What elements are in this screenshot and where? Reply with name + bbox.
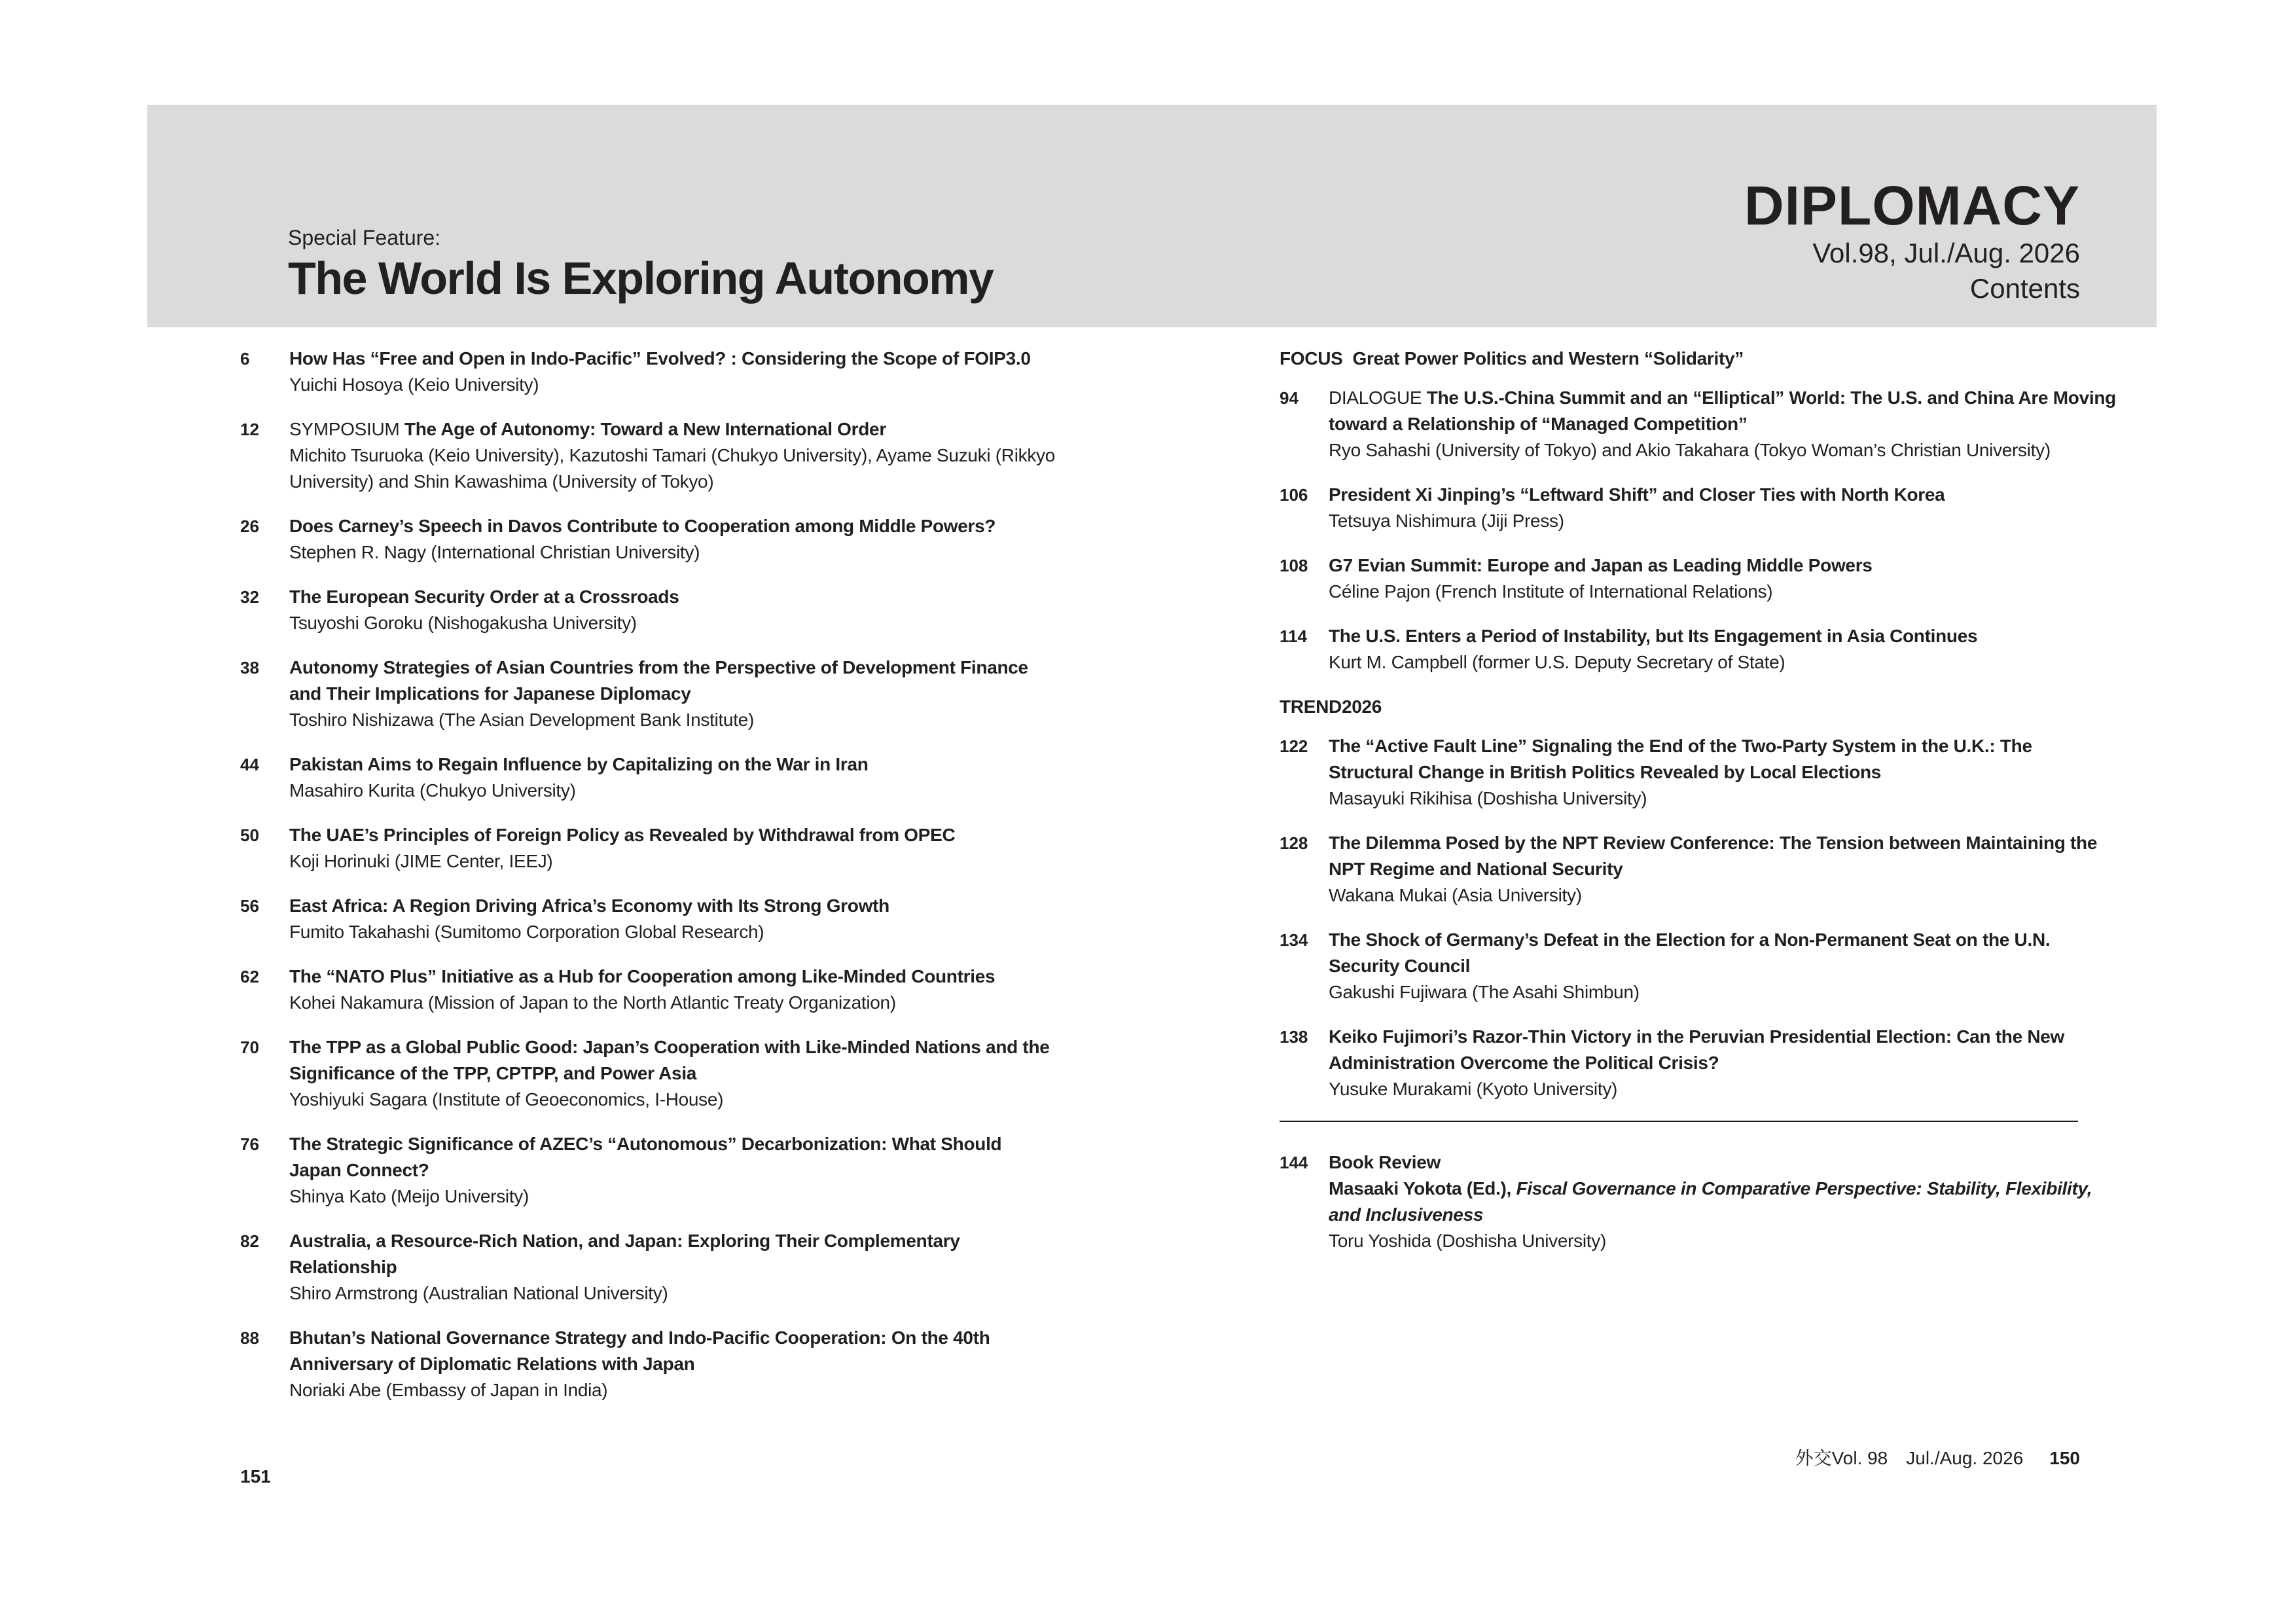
article-title-text: The “NATO Plus” Initiative as a Hub for Cooperation among Like-Minded Countries <box>289 966 996 986</box>
article-title-text: Does Carney’s Speech in Davos Contribute to Cooperation among Middle Powers? <box>289 516 996 536</box>
page-number: 26 <box>240 516 259 536</box>
page-number: 56 <box>240 896 259 916</box>
page-number: 32 <box>240 587 259 607</box>
article-author: Masayuki Rikihisa (Doshisha University) <box>1329 788 1647 808</box>
page-number: 114 <box>1280 626 1307 646</box>
article-title <box>1329 830 2117 882</box>
article-title <box>289 1325 1058 1377</box>
page-number: 38 <box>240 658 259 677</box>
page-number: 108 <box>1280 556 1308 575</box>
article-title <box>1329 927 2117 979</box>
page-number: 94 <box>1280 388 1299 408</box>
toc-entry[interactable] <box>1280 482 2117 534</box>
article-author: Yuichi Hosoya (Keio University) <box>289 374 539 395</box>
article-title-text: Australia, a Resource-Rich Nation, and Japan: Exploring Their Complementary Relationship <box>289 1231 960 1277</box>
right-column <box>1280 346 2117 1272</box>
article-title-text: East Africa: A Region Driving Africa’s Economy with Its Strong Growth <box>289 895 889 916</box>
article-title-text: The UAE’s Principles of Foreign Policy as Revealed by Withdrawal from OPEC <box>289 825 956 845</box>
left-page-number: 151 <box>240 1466 271 1487</box>
volume-issue: Vol.98, Jul./Aug. 2026 <box>1812 238 2080 268</box>
article-author: Fumito Takahashi (Sumitomo Corporation Global Research) <box>289 922 764 942</box>
article-title <box>1329 623 2117 649</box>
article-title <box>289 584 1058 610</box>
special-feature-title: The World Is Exploring Autonomy <box>288 253 994 304</box>
book-review-label: Book Review <box>1329 1152 1441 1172</box>
article-title-text: Keiko Fujimori’s Razor-Thin Victory in the Peruvian Presidential Election: Can the New Administration Overcome the Political Crisis? <box>1329 1026 2064 1073</box>
article-author: Gakushi Fujiwara (The Asahi Shimbun) <box>1329 982 1640 1002</box>
toc-entry[interactable] <box>1280 623 2117 676</box>
page-number: 70 <box>240 1038 259 1057</box>
running-footer: 外交Vol. 98 Jul./Aug. 2026 <box>1795 1448 2024 1468</box>
article-title <box>289 1131 1058 1183</box>
page-number: 88 <box>240 1328 259 1348</box>
book-review-title <box>1329 1176 2117 1228</box>
article-title-text: The Age of Autonomy: Toward a New International Order <box>404 419 886 439</box>
page-number: 82 <box>240 1231 259 1251</box>
page-number: 12 <box>240 420 259 439</box>
book-title: Fiscal Governance in Comparative Perspective: Stability, Flexibility, and Inclusiveness <box>1329 1178 2092 1225</box>
article-author: Tsuyoshi Goroku (Nishogakusha University) <box>289 613 637 633</box>
article-title-text: President Xi Jinping’s “Leftward Shift” and Closer Ties with North Korea <box>1329 484 1945 505</box>
article-title <box>1329 482 2117 508</box>
article-title-text: The Dilemma Posed by the NPT Review Conference: The Tension between Maintaining the NPT Regime and National Security <box>1329 833 2098 879</box>
article-title-text: The U.S. Enters a Period of Instability, but Its Engagement in Asia Continues <box>1329 626 1978 646</box>
article-title <box>289 822 1058 848</box>
page-number: 122 <box>1280 736 1308 756</box>
article-author: Kurt M. Campbell (former U.S. Deputy Secretary of State) <box>1329 652 1785 672</box>
article-title <box>289 893 1058 919</box>
toc-entry[interactable] <box>240 964 1058 1016</box>
page-number: 128 <box>1280 833 1308 853</box>
article-author: Kohei Nakamura (Mission of Japan to the North Atlantic Treaty Organization) <box>289 992 896 1013</box>
article-author: Shinya Kato (Meijo University) <box>289 1186 529 1206</box>
article-title-text: Autonomy Strategies of Asian Countries from the Perspective of Development Finance and Their Implications for Japanese Diplomacy <box>289 657 1028 704</box>
book-reviewer: Toru Yoshida (Doshisha University) <box>1329 1231 1607 1251</box>
toc-entry[interactable] <box>1280 927 2117 1005</box>
toc-entry[interactable] <box>240 416 1058 495</box>
right-page-number: 150 <box>2049 1448 2080 1468</box>
article-type-label: DIALOGUE <box>1329 388 1427 408</box>
page-number: 62 <box>240 967 259 986</box>
toc-entry[interactable] <box>240 751 1058 804</box>
book-review-entry[interactable] <box>1280 1149 2117 1254</box>
article-title <box>289 513 1058 539</box>
focus-label: FOCUS <box>1280 348 1343 369</box>
article-title <box>1329 552 2117 579</box>
article-author: Ryo Sahashi (University of Tokyo) and Akio Takahara (Tokyo Woman’s Christian University) <box>1329 440 2051 460</box>
toc-entry[interactable] <box>240 584 1058 636</box>
toc-entry[interactable] <box>1280 830 2117 909</box>
article-type-label: SYMPOSIUM <box>289 419 404 439</box>
article-title <box>1329 385 2117 437</box>
article-author: Koji Horinuki (JIME Center, IEEJ) <box>289 851 553 871</box>
article-author: Wakana Mukai (Asia University) <box>1329 885 1582 905</box>
article-author: Shiro Armstrong (Australian National University) <box>289 1283 668 1303</box>
trend-list <box>1280 733 2117 1102</box>
article-author: Tetsuya Nishimura (Jiji Press) <box>1329 511 1564 531</box>
page-number: 50 <box>240 825 259 845</box>
article-title <box>289 346 1058 372</box>
article-title-text: The Shock of Germany’s Defeat in the Election for a Non-Permanent Seat on the U.N. Security Council <box>1329 929 2051 976</box>
focus-heading <box>1280 346 2117 372</box>
toc-entry[interactable] <box>240 1131 1058 1210</box>
toc-entry[interactable] <box>240 655 1058 733</box>
page-number: 138 <box>1280 1027 1308 1047</box>
focus-list <box>1280 385 2117 676</box>
toc-entry[interactable] <box>1280 1024 2117 1102</box>
right-footer <box>1795 1444 2080 1470</box>
toc-entry[interactable] <box>240 822 1058 875</box>
toc-entry[interactable] <box>1280 733 2117 812</box>
toc-entry[interactable] <box>1280 385 2117 463</box>
special-feature-label: Special Feature: <box>288 226 441 249</box>
toc-entry[interactable] <box>240 1228 1058 1307</box>
magazine-name: DIPLOMACY <box>1744 175 2080 236</box>
article-author: Céline Pajon (French Institute of International Relations) <box>1329 581 1773 602</box>
article-author: Masahiro Kurita (Chukyo University) <box>289 780 576 801</box>
toc-entry[interactable] <box>240 513 1058 566</box>
toc-entry[interactable] <box>240 1325 1058 1403</box>
article-author: Michito Tsuruoka (Keio University), Kazutoshi Tamari (Chukyo University), Ayame Suzuki (Rikkyo University) and Shin Kawashima (University of Tokyo) <box>289 445 1055 492</box>
focus-title: Great Power Politics and Western “Solidarity” <box>1352 348 1744 369</box>
trend-heading: TREND2026 <box>1280 696 1382 717</box>
article-title-text: The Strategic Significance of AZEC’s “Autonomous” Decarbonization: What Should Japan Connect? <box>289 1134 1002 1180</box>
left-column <box>240 346 1058 1422</box>
article-title-text: How Has “Free and Open in Indo-Pacific” Evolved? : Considering the Scope of FOIP3.0 <box>289 348 1031 369</box>
article-title-text: The European Security Order at a Crossroads <box>289 586 679 607</box>
toc-entry[interactable] <box>240 1034 1058 1113</box>
article-title-text: Bhutan’s National Governance Strategy and Indo-Pacific Cooperation: On the 40th Anniversary of Diplomatic Relations with Japan <box>289 1327 990 1374</box>
page-number: 6 <box>240 349 250 369</box>
article-author: Yusuke Murakami (Kyoto University) <box>1329 1079 1618 1099</box>
article-author: Yoshiyuki Sagara (Institute of Geoeconomics, I-House) <box>289 1089 724 1110</box>
article-title-text: Pakistan Aims to Regain Influence by Capitalizing on the War in Iran <box>289 754 869 774</box>
page-number: 44 <box>240 755 259 774</box>
page-number: 144 <box>1280 1153 1308 1172</box>
section-divider <box>1280 1121 2078 1122</box>
article-title-text: G7 Evian Summit: Europe and Japan as Leading Middle Powers <box>1329 555 1873 575</box>
page-number: 134 <box>1280 930 1308 950</box>
article-title-text: The TPP as a Global Public Good: Japan’s Cooperation with Like-Minded Nations and the Significance of the TPP, CPTPP, and Power Asia <box>289 1037 1050 1083</box>
contents-heading: Contents <box>1969 273 2080 304</box>
article-title <box>1329 733 2117 785</box>
article-title <box>289 655 1058 707</box>
page-number: 106 <box>1280 485 1308 505</box>
article-title <box>289 751 1058 778</box>
toc-entry[interactable] <box>240 346 1058 398</box>
article-title <box>1329 1024 2117 1076</box>
article-author: Stephen R. Nagy (International Christian University) <box>289 542 700 562</box>
book-editor: Masaaki Yokota (Ed.), <box>1329 1178 1516 1199</box>
article-title <box>289 416 1058 442</box>
page-number: 76 <box>240 1134 259 1154</box>
article-title-text: The “Active Fault Line” Signaling the End of the Two-Party System in the U.K.: The Structural Change in British Politics Revealed by Local Elections <box>1329 736 2032 782</box>
article-title <box>289 964 1058 990</box>
toc-entry[interactable] <box>240 893 1058 945</box>
masthead <box>1744 175 2080 306</box>
article-author: Toshiro Nishizawa (The Asian Development Bank Institute) <box>289 710 754 730</box>
article-title-text: The U.S.-China Summit and an “Elliptical” World: The U.S. and China Are Moving toward a Relationship of “Managed Competition” <box>1329 388 2116 434</box>
article-author: Noriaki Abe (Embassy of Japan in India) <box>289 1380 608 1400</box>
article-title <box>289 1228 1058 1280</box>
article-title <box>289 1034 1058 1087</box>
toc-entry[interactable] <box>1280 552 2117 605</box>
